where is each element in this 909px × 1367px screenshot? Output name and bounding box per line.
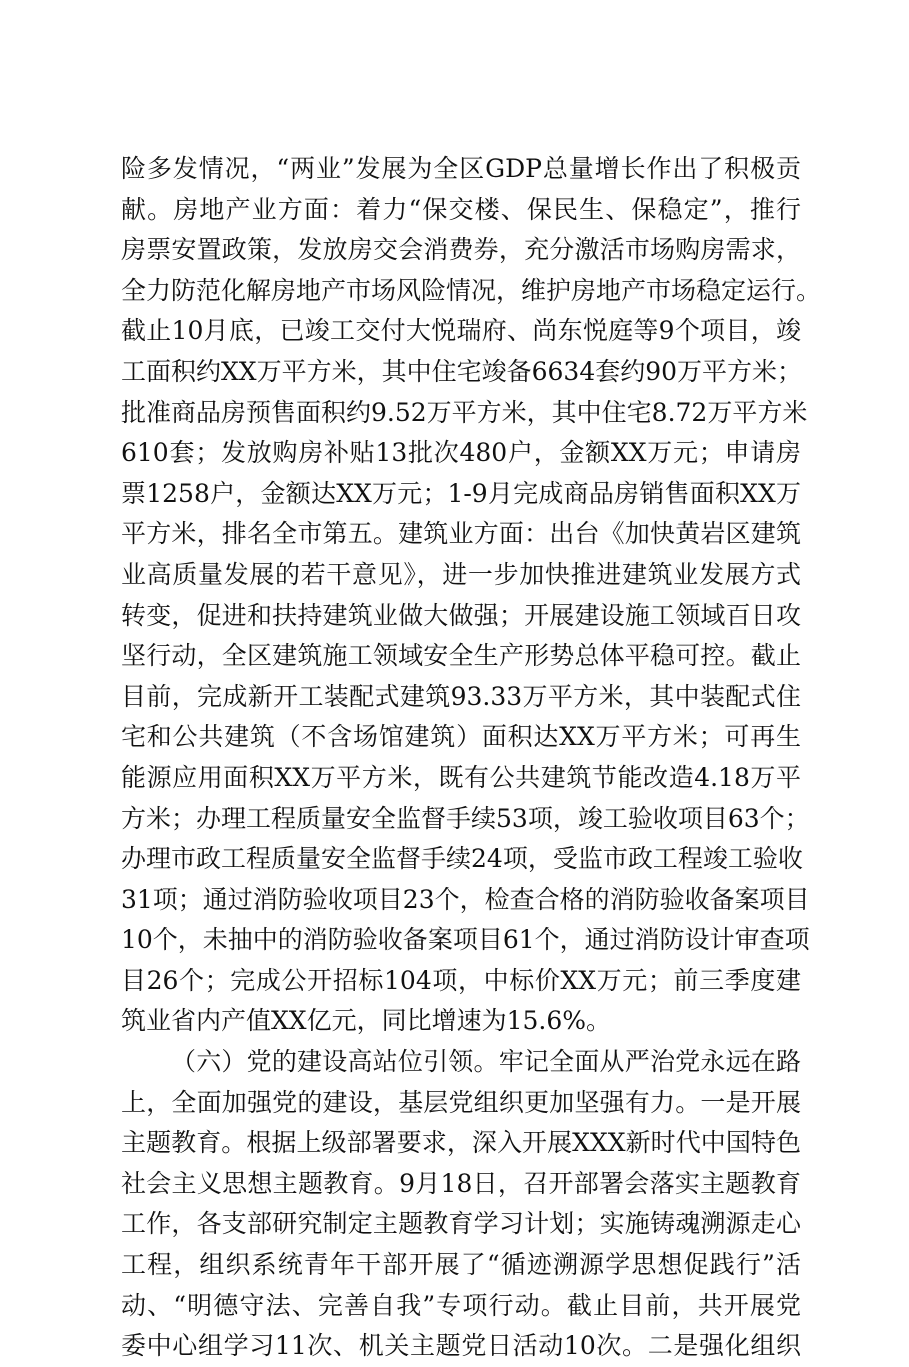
text-line: 截止10月底，已竣工交付大悦瑞府、尚东悦庭等9个项目，竣 [121,316,801,346]
text-line: 险多发情况，“两业”发展为全区GDP总量增长作出了积极贡 [121,154,801,183]
text-line: 社会主义思想主题教育。9月18日，召开部署会落实主题教育 [121,1168,801,1198]
text-line: 能源应用面积XX万平方米，既有公共建筑节能改造4.18万平 [121,762,801,792]
text-line: 全力防范化解房地产市场风险情况，维护房地产市场稳定运行。 [121,275,822,305]
text-line: 目前，完成新开工装配式建筑93.33万平方米，其中装配式住 [121,681,801,711]
text-line: 10个，未抽中的消防验收备案项目61个，通过消防设计审查项 [121,925,810,955]
text-line: 房票安置政策，发放房交会消费券，充分激活市场购房需求， [121,235,801,265]
text-line: 31项；通过消防验收项目23个，检查合格的消防验收备案项目 [121,884,810,914]
text-line: 610套；发放购房补贴13批次480户，金额XX万元；申请房 [121,438,801,468]
text-line: 工面积约XX万平方米，其中住宅竣备6634套约90万平方米； [121,356,803,386]
text-line: 工作，各支部研究制定主题教育学习计划；实施铸魂溯源走心 [121,1209,801,1239]
text-line: 动、“明德守法、完善自我”专项行动。截止目前，共开展党 [121,1290,801,1320]
text-line: 转变，促进和扶持建筑业做大做强；开展建设施工领域百日攻 [121,600,801,630]
text-line: 上，全面加强党的建设，基层党组织更加坚强有力。一是开展 [121,1087,801,1117]
text-line: 献。房地产业方面：着力“保交楼、保民生、保稳定”，推行 [121,194,801,224]
section-heading-line: （六）党的建设高站位引领。牢记全面从严治党永远在路 [171,1047,801,1077]
text-line: 委中心组学习11次、机关主题党日活动10次。二是强化组织 [121,1331,801,1361]
body-text [121,149,822,1367]
text-line: 方米；办理工程质量安全监督手续53项，竣工验收项目63个； [121,803,810,833]
text-line: 工程，组织系统青年干部开展了“循迹溯源学思想促践行”活 [121,1250,801,1280]
text-line: 票1258户，金额达XX万元；1-9月完成商品房销售面积XX万 [121,478,801,508]
text-line: 目26个；完成公开招标104项，中标价XX万元；前三季度建 [121,965,801,995]
text-line: 办理市政工程质量安全监督手续24项，受监市政工程竣工验收 [121,844,803,874]
text-line: 平方米，排名全市第五。建筑业方面：出台《加快黄岩区建筑 [121,519,801,549]
text-line: 主题教育。根据上级部署要求，深入开展XXX新时代中国特色 [121,1128,801,1158]
paragraph-end-line: 筑业省内产值XX亿元，同比增速为15.6%。 [121,1006,612,1036]
text-line: 业高质量发展的若干意见》，进一步加快推进建筑业发展方式 [121,559,801,589]
text-line: 坚行动，全区建筑施工领域安全生产形势总体平稳可控。截止 [121,641,801,671]
text-line: 批准商品房预售面积约9.52万平方米，其中住宅8.72万平方米 [121,397,808,427]
text-line: 宅和公共建筑（不含场馆建筑）面积达XX万平方米；可再生 [121,722,801,752]
